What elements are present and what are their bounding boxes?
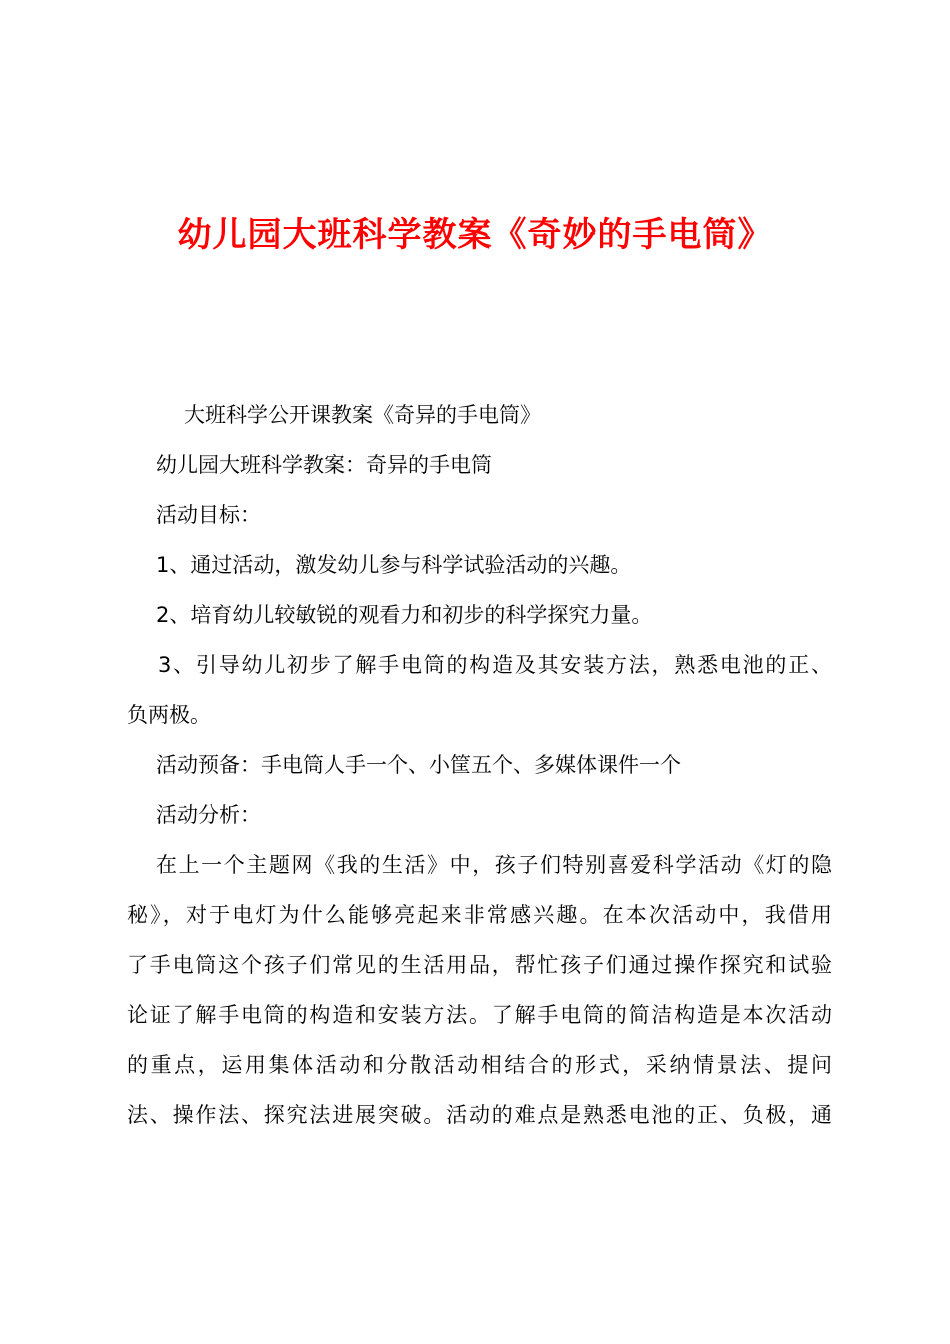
section-heading: 活动目标： xyxy=(156,503,261,527)
list-item: 2、培育幼儿较敏锐的观看力和初步的科学探究力量。 xyxy=(156,603,653,627)
list-item: 3、引导幼儿初步了解手电筒的构造及其安装方法，熟悉电池的正、 xyxy=(158,653,832,677)
document-title: 幼儿园大班科学教案《奇妙的手电筒》 xyxy=(177,215,773,255)
paragraph-line: 法、操作法、探究法进展突破。活动的难点是熟悉电池的正、负极，通 xyxy=(127,1103,832,1127)
paragraph-line: 秘》，对于电灯为什么能够亮起来非常感兴趣。在本次活动中，我借用 xyxy=(127,903,832,927)
paragraph-line: 的重点，运用集体活动和分散活动相结合的形式，采纳情景法、提问 xyxy=(127,1053,832,1077)
paragraph-line: 在上一个主题网《我的生活》中，孩子们特别喜爱科学活动《灯的隐 xyxy=(156,853,832,877)
paragraph-line: 活动预备：手电筒人手一个、小筐五个、多媒体课件一个 xyxy=(156,753,681,777)
subtitle-line: 大班科学公开课教案《奇异的手电筒》 xyxy=(184,403,541,427)
document-body xyxy=(127,390,832,1140)
section-heading: 活动分析： xyxy=(156,803,261,827)
list-item: 1、通过活动，激发幼儿参与科学试验活动的兴趣。 xyxy=(156,553,632,577)
paragraph-line: 了手电筒这个孩子们常见的生活用品，帮忙孩子们通过操作探究和试验 xyxy=(127,953,832,977)
paragraph-line: 论证了解手电筒的构造和安装方法。了解手电筒的简洁构造是本次活动 xyxy=(127,1003,832,1027)
list-item-continuation: 负两极。 xyxy=(127,703,211,727)
paragraph-line: 幼儿园大班科学教案：奇异的手电筒 xyxy=(156,453,492,477)
